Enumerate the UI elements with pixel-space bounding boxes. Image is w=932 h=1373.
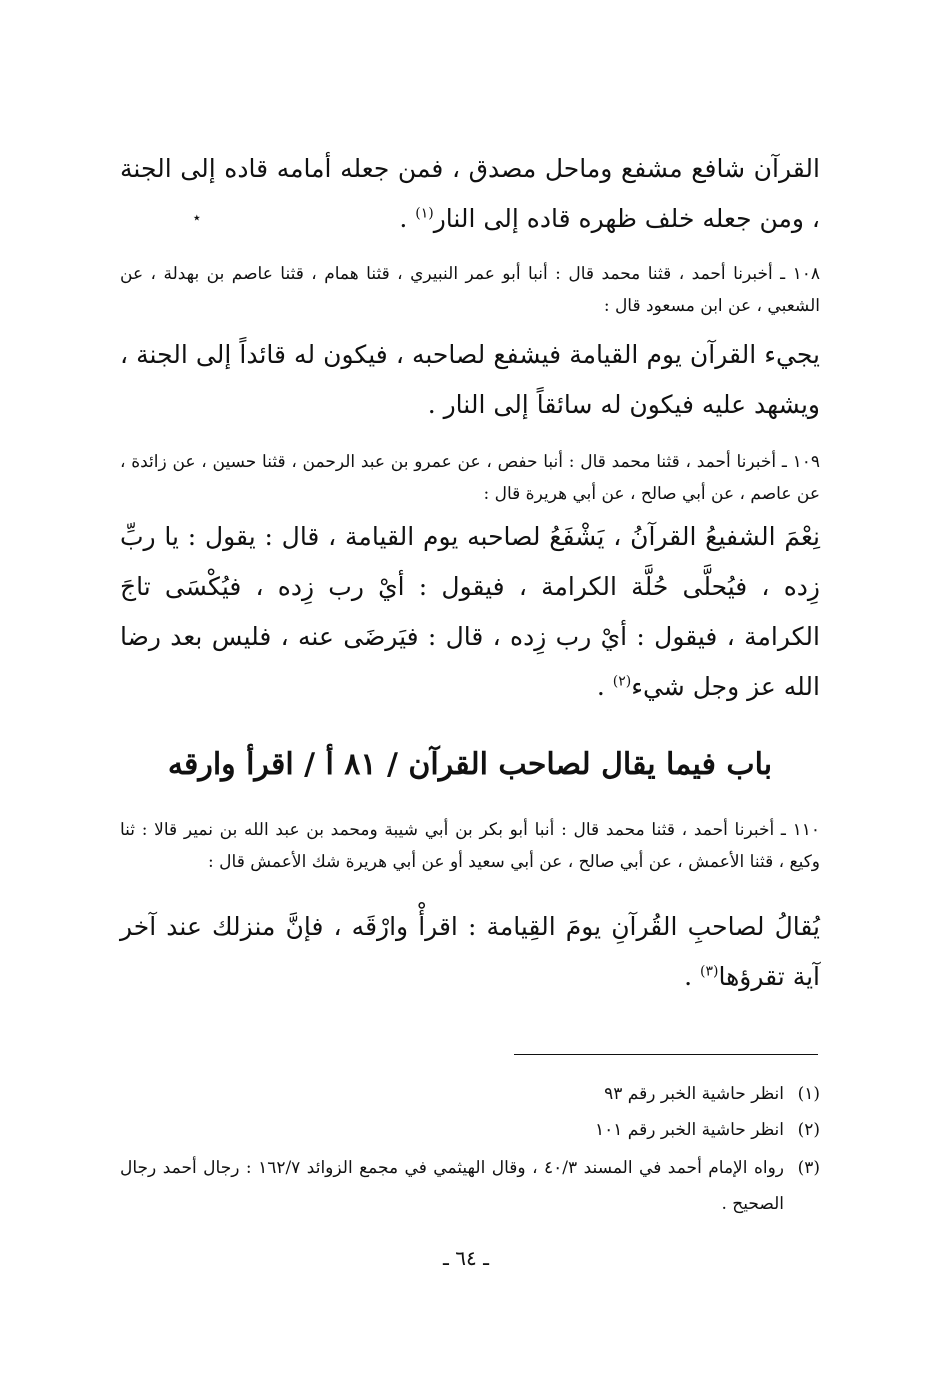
matn-text: يُقالُ لصاحبِ القُرآنِ يومَ القِيامة : اقرأْ وارْقَه ، فإنَّ منزلك عند آخر آية تقرؤها	[120, 912, 820, 991]
hadith-108-matn: يجيء القرآن يوم القيامة فيشفع لصاحبه ، فيكون له قائداً إلى الجنة ، ويشهد عليه فيكون له سائقاً إلى النار .	[120, 340, 820, 419]
matn-end: .	[596, 672, 613, 701]
hadith-110-isnad: ١١٠ ـ أخبرنا أحمد ، قثنا محمد قال : أنبا أبو بكر بن أبي شيبة ومحمد بن عبد الله بن نمير قالا : ثنا وكيع ، قثنا الأعمش ، عن أبي صالح ، عن أبي سعيد أو عن أبي هريرة شك الأعمش قال :	[120, 820, 820, 872]
footnote-ref-3[interactable]: (٣)	[700, 963, 719, 980]
hadith-109-matn	[120, 512, 820, 712]
matn-text: القرآن شافع مشفع وماحل مصدق ، فمن جعله أمامه قاده إلى الجنة ، ومن جعله خلف ظهره قاده إلى النار	[120, 154, 820, 233]
footnote-number: (٣)	[797, 1158, 820, 1178]
footnote-separator	[514, 1054, 818, 1055]
footnote-number: (٢)	[797, 1120, 820, 1140]
footnote-3	[120, 1150, 820, 1222]
footnote-number: (١)	[797, 1084, 820, 1104]
matn-text: نِعْمَ الشفيعُ القرآنُ ، يَشْفَعُ لصاحبه يوم القيامة ، قال : يقول : يا ربِّ زِده ، فيُحلَّى حُلَّة الكرامة ، فيقول : أيْ رب زِده ، فيُكْسَى تاجَ الكرامة ، فيقول : أيْ رب زِده ، قال : فيَرضَى عنه ، فليس بعد رضا الله عز وجل شيء	[120, 522, 820, 701]
footnote-ref-1[interactable]: (١)	[415, 205, 434, 222]
page-number: ـ ٦٤ ـ	[443, 1246, 489, 1270]
footnote-ref-2[interactable]: (٢)	[612, 673, 632, 690]
chapter-heading: باب فيما يقال لصاحب القرآن / ٨١ أ / اقرأ وارقه	[167, 747, 773, 782]
paragraph-hadith-107-matn	[120, 144, 820, 244]
footnote-text: انظر حاشية الخبر رقم ١٠١	[594, 1120, 784, 1140]
hadith-110-matn	[120, 902, 820, 1002]
footnote-text: انظر حاشية الخبر رقم ٩٣	[604, 1084, 784, 1104]
footnote-1	[120, 1076, 820, 1112]
stray-mark: ٭	[193, 210, 201, 226]
matn-end: .	[684, 962, 700, 991]
matn-end: .	[399, 204, 416, 233]
hadith-108-isnad: ١٠٨ ـ أخبرنا أحمد ، قثنا محمد قال : أنبا أبو عمر النبيري ، قثنا همام ، قثنا عاصم بن بهدلة ، عن الشعبي ، عن ابن مسعود قال :	[120, 264, 820, 316]
hadith-109-isnad: ١٠٩ ـ أخبرنا أحمد ، قثنا محمد قال : أنبا حفص ، عن عمرو بن عبد الرحمن ، قثنا حسين ، عن زائدة ، عن عاصم ، عن أبي صالح ، عن أبي هريرة قال :	[120, 452, 820, 504]
footnote-text: رواه الإمام أحمد في المسند ٤٠/٣ ، وقال الهيثمي في مجمع الزوائد ١٦٢/٧ : رجال أحمد رجال الصحيح .	[120, 1158, 784, 1214]
footnote-2	[120, 1112, 820, 1148]
